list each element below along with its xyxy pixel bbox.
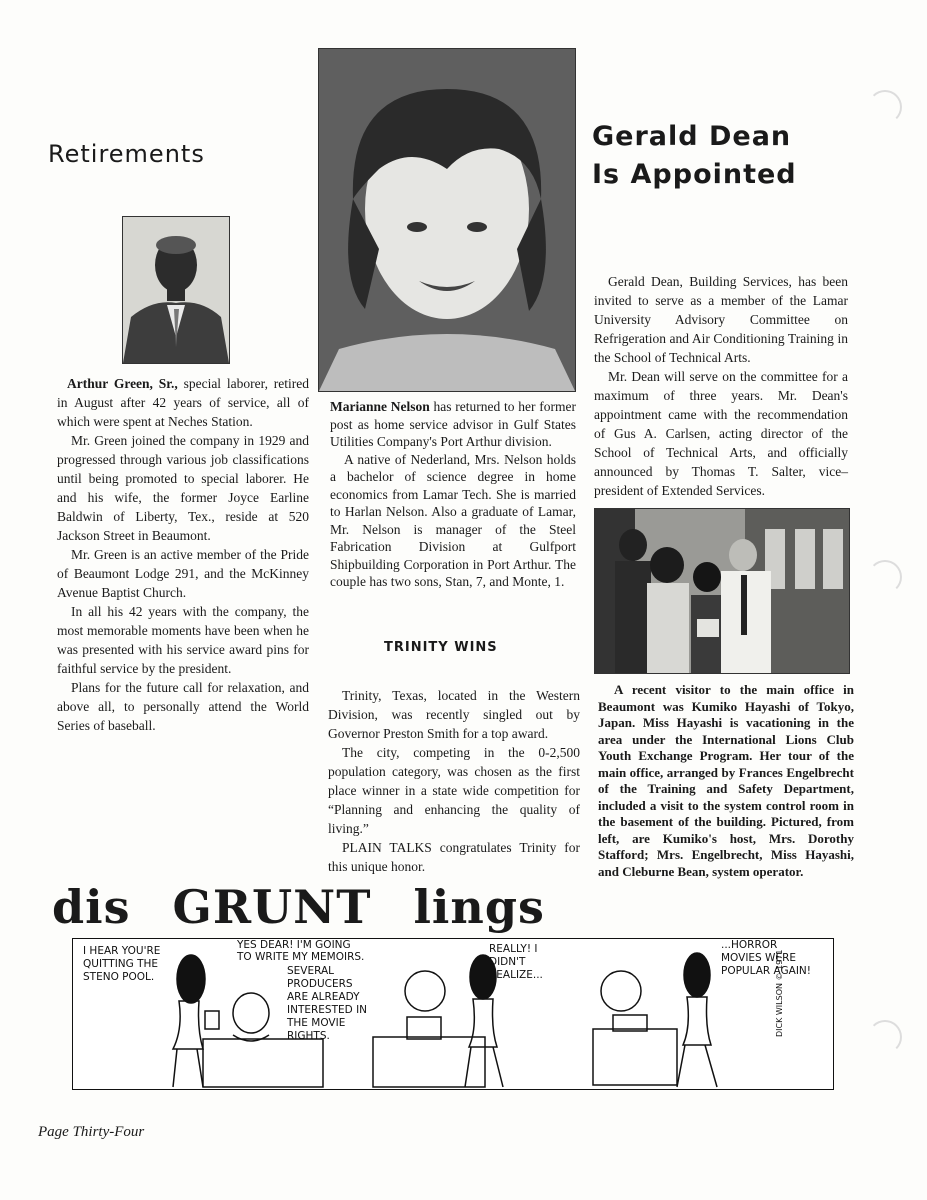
trinity-paragraph-1: Trinity, Texas, located in the Western Division, was recently singled out by Governor Preston Smith for a top award. [328, 688, 580, 741]
portrait-woman-icon [319, 49, 575, 391]
dean-paragraph-2: Mr. Dean will serve on the committee for a maximum of three years. Mr. Dean's appointment came with the recommendation of Gus A. Carlsen, acting director of the School of Technical Arts, and officially announced by Thomas T. Salter, vice–president of Extended Services. [594, 369, 848, 498]
marianne-nelson-photo [318, 48, 576, 392]
trinity-paragraph-3: PLAIN TALKS congratulates Trinity for this unique honor. [328, 840, 580, 874]
nelson-paragraph-1: Marianne Nelson has returned to her former post as home service advisor in Gulf States Utilities Company's Port Arthur division. [330, 399, 576, 449]
cartoon-title [52, 880, 545, 934]
gerald-dean-heading-line-2: Is Appointed [592, 159, 797, 190]
cartoon-title-lings: lings [413, 880, 545, 934]
retirement-paragraph-2: Mr. Green joined the company in 1929 and progressed through various job classifications until being promoted to special laborer. He and his wife, the former Joyce Earline Baldwin of Liberty, Tex., reside at 520 Jackson Street in Beaumont. [57, 433, 309, 543]
visitor-caption-text: A recent visitor to the main office in Beaumont was Kumiko Hayashi of Tokyo, Japan. Miss Hayashi is vacationing in the area under the International Lions Club Youth Exchange Program. Her tour of the main office, arranged by Frances Engelbrecht of the Training and Safety Department, included a visit to the system control room in the basement of the building. Pictured, from left, are Kumiko's host, Mrs. Dorothy Stafford; Mrs. Engelbrecht, Miss Hayashi, and Cleburne Bean, system operator. [598, 682, 854, 879]
gerald-dean-heading [592, 118, 892, 194]
dean-paragraph-1: Gerald Dean, Building Services, has been invited to serve as a member of the Lamar University Advisory Committee on Refrigeration and Air Conditioning Training in the School of Technical Arts. [594, 274, 848, 365]
cartoon-drawing-icon [73, 939, 833, 1089]
visitor-group-photo [594, 508, 850, 674]
nelson-body [330, 398, 576, 591]
cartoon-title-grunt: GRUNT [172, 880, 372, 934]
group-photo-icon [595, 509, 849, 673]
gerald-dean-heading-line-1: Gerald Dean [592, 121, 792, 152]
cartoon-strip [72, 938, 834, 1090]
cartoon-signature: DICK WILSON © 1971 [775, 949, 784, 1037]
retirement-paragraph-3: Mr. Green is an active member of the Pride of Beaumont Lodge 291, and the McKinney Avenue Baptist Church. [57, 547, 309, 600]
page-number-footer: Page Thirty-Four [38, 1124, 145, 1140]
binder-hole-bottom [868, 1020, 902, 1054]
arthur-green-name: Arthur Green, Sr., [67, 376, 178, 391]
speech-bubble-2-rest: SEVERAL PRODUCERS ARE ALREADY INTERESTED IN THE MOVIE RIGHTS. [287, 965, 368, 1042]
speech-bubble-3: REALLY! I DIDN'T REALIZE... [489, 943, 543, 981]
visitor-photo-caption [598, 682, 854, 880]
retirement-paragraph-1: Arthur Green, Sr., special laborer, retired in August after 42 years of service, all of which were spent at Neches Station. [57, 376, 309, 429]
binder-hole-middle [868, 560, 902, 594]
arthur-green-photo [122, 216, 230, 364]
retirement-paragraph-5: Plans for the future call for relaxation, and above all, to personally attend the World Series of baseball. [57, 680, 309, 733]
nelson-paragraph-2: A native of Nederland, Mrs. Nelson holds a bachelor of science degree in home economics from Lamar Tech. She is married to Harlan Nelson. Also a graduate of Lamar, Mr. Nelson is manager of the Steel Fabrication Division at Gulfport Shipbuilding Corporation in Port Arthur. The couple has two sons, Stan, 7, and Monte, 1. [330, 451, 576, 589]
speech-bubble-2-line-1: YES DEAR! I'M GOING [237, 939, 351, 951]
trinity-paragraph-2: The city, competing in the 0-2,500 population category, was chosen as the first place winner in a state wide competition for “Planning and enhancing the quality of living.” [328, 745, 580, 836]
retirements-heading: Retirements [48, 140, 205, 168]
retirements-body [57, 374, 309, 735]
trinity-body [328, 686, 580, 876]
marianne-nelson-name: Marianne Nelson [330, 399, 430, 414]
speech-bubble-1: I HEAR YOU'RE QUITTING THE STENO POOL. [83, 945, 161, 983]
cartoon-title-dis: dis [52, 880, 131, 934]
speech-bubble-2-line-2: TO WRITE MY MEMOIRS. [237, 951, 365, 963]
speech-bubble-4: ...HORROR MOVIES WERE POPULAR AGAIN! [721, 939, 811, 977]
portrait-man-icon [123, 217, 229, 363]
trinity-wins-heading: TRINITY WINS [384, 640, 498, 655]
gerald-dean-body [594, 272, 848, 500]
retirement-paragraph-4: In all his 42 years with the company, the most memorable moments have been when he was presented with his service award pins for faithful service by the president. [57, 604, 309, 676]
